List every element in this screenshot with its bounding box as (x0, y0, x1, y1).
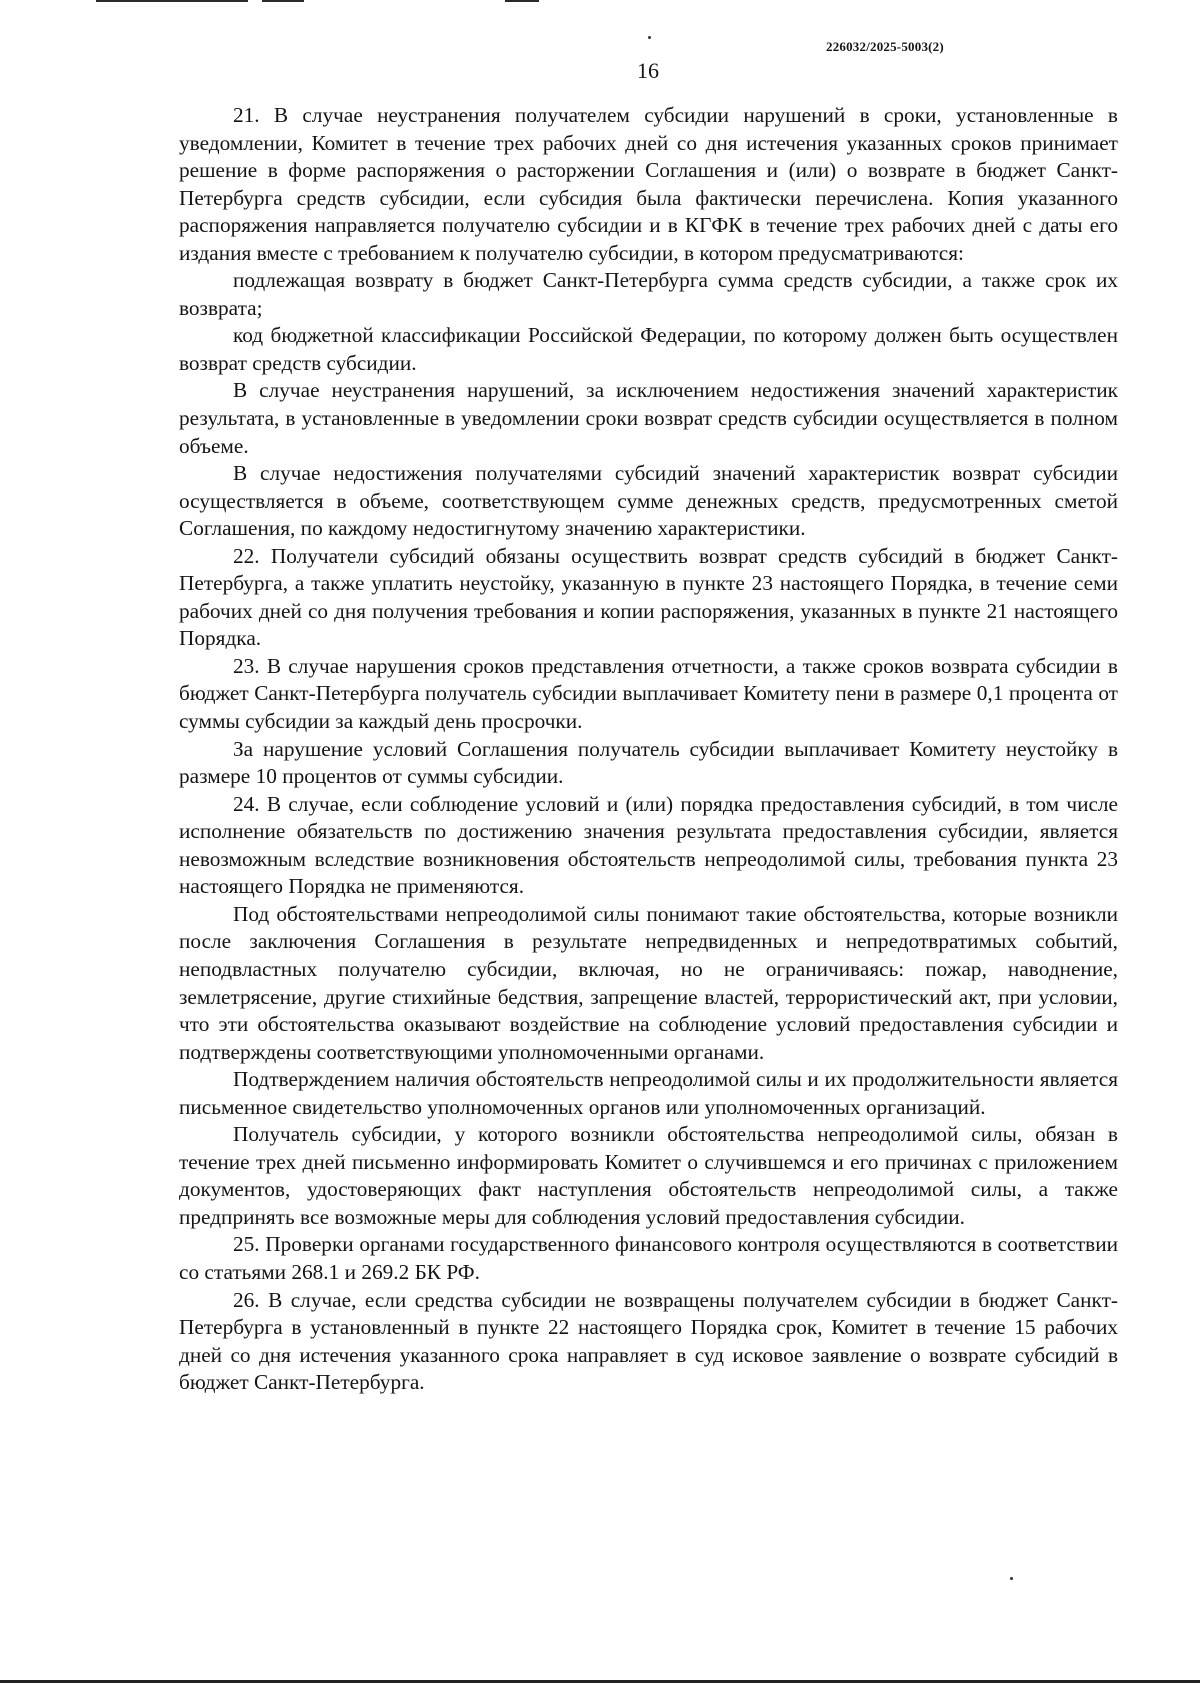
paragraph-23: 23. В случае нарушения сроков представления отчетности, а также сроков возврата субсидии в бюджет Санкт-Петербурга получатель субсидии выплачивает Комитету пени в размере 0,1 процента от суммы субсидии за каждый день просрочки. (179, 653, 1118, 734)
top-scan-rule-mid (262, 0, 304, 2)
paragraph-21-item-amount: подлежащая возврату в бюджет Санкт-Петербурга сумма средств субсидии, а также срок их возврата; (179, 268, 1118, 320)
paragraph-24-confirmation: Подтверждением наличия обстоятельств непреодолимой силы и их продолжительности является письменное свидетельство уполномоченных органов или уполномоченных организаций. (179, 1067, 1118, 1119)
paragraph-24-force-majeure-definition: Под обстоятельствами непреодолимой силы понимают такие обстоятельства, которые возникли после заключения Соглашения в результате непредвиденных и непредотвратимых событий, неподвластных получателю субсидии, включая, но не ограничиваясь: пожар, наводнение, землетрясение, другие стихийные бедствия, запрещение властей, террористический акт, при условии, что эти обстоятельства оказывают воздействие на соблюдение условий предоставления субсидии и подтверждены соответствующими уполномоченными органами. (179, 901, 1118, 1064)
bottom-scan-edge (0, 1680, 1200, 1683)
scan-speck (1010, 1577, 1013, 1580)
scan-speck (648, 36, 651, 39)
top-scan-rule-right (505, 0, 539, 2)
paragraph-26: 26. В случае, если средства субсидии не возвращены получателем субсидии в бюджет Санкт-Петербурга в установленный в пункте 22 настоящего Порядка срок, Комитет в течение 15 рабочих дней со дня истечения указанного срока направляет в суд исковое заявление о возврате субсидий в бюджет Санкт-Петербурга. (179, 1287, 1118, 1395)
paragraph-23-penalty: За нарушение условий Соглашения получатель субсидии выплачивает Комитету неустойку в размере 10 процентов от суммы субсидии. (179, 736, 1118, 789)
paragraph-24: 24. В случае, если соблюдение условий и (или) порядка предоставления субсидий, в том числе исполнение обязательств по достижению значения результата предоставления субсидии, является невозможным вследствие возникновения обстоятельств непреодолимой силы, требования пункта 23 настоящего Порядка не применяются. (179, 791, 1118, 899)
paragraph-21: 21. В случае неустранения получателем субсидии нарушений в сроки, установленные в уведомлении, Комитет в течение трех рабочих дней со дня истечения указанных сроков принимает решение в форме распоряжения о расторжении Соглашения и (или) о возврате в бюджет Санкт-Петербурга средств субсидии, если субсидия была фактически перечислена. Копия указанного распоряжения направляется получателю субсидии и в КГФК в течение трех рабочих дней с даты его издания вместе с требованием к получателю субсидии, в котором предусматриваются: (179, 103, 1118, 265)
paragraph-21-full-return: В случае неустранения нарушений, за исключением недостижения значений характеристик результата, в установленные в уведомлении сроки возврат средств субсидии осуществляется в полном объеме. (179, 378, 1118, 458)
document-body (179, 102, 1118, 1397)
page-number: 16 (637, 58, 659, 83)
top-scan-rule-left (96, 0, 248, 2)
paragraph-21-partial-return: В случае недостижения получателями субсидий значений характеристик возврат субсидии осуществляется в объеме, соответствующем сумме денежных средств, предусмотренных сметой Соглашения, по каждому недостигнутому значению характеристики. (179, 461, 1118, 541)
paragraph-24-notification: Получатель субсидии, у которого возникли обстоятельства непреодолимой силы, обязан в течение трех дней письменно информировать Комитет о случившемся и его причинах с приложением документов, удостоверяющих факт наступления обстоятельств непреодолимой силы, а также предпринять все возможные меры для соблюдения условий предоставления субсидии. (179, 1122, 1118, 1229)
paragraph-22: 22. Получатели субсидий обязаны осуществить возврат средств субсидий в бюджет Санкт-Петербурга, а также уплатить неустойку, указанную в пункте 23 настоящего Порядка, в течение семи рабочих дней со дня получения требования и копии распоряжения, указанных в пункте 21 настоящего Порядка. (179, 543, 1118, 651)
paragraph-25: 25. Проверки органами государственного финансового контроля осуществляются в соответствии со статьями 268.1 и 269.2 БК РФ. (179, 1232, 1118, 1284)
paragraph-21-item-code: код бюджетной классификации Российской Федерации, по которому должен быть осуществлен возврат средств субсидии. (179, 323, 1118, 375)
document-id: 226032/2025-5003(2) (826, 39, 944, 54)
